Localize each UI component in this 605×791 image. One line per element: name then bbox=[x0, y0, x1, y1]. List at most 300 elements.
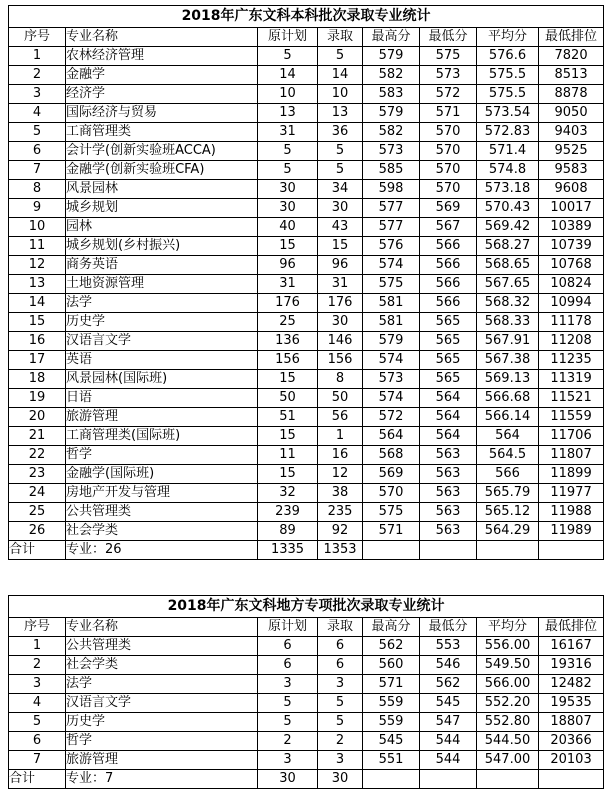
cell-avg-score: 567.65 bbox=[477, 275, 539, 294]
cell-index: 25 bbox=[9, 503, 66, 522]
cell-plan: 25 bbox=[258, 313, 318, 332]
cell-min-score: 570 bbox=[420, 123, 477, 142]
cell-max-score: 573 bbox=[363, 370, 420, 389]
cell-min-rank: 9608 bbox=[539, 180, 604, 199]
table-row bbox=[9, 694, 604, 713]
cell-min-rank: 11559 bbox=[539, 408, 604, 427]
cell-min-rank: 11319 bbox=[539, 370, 604, 389]
table-row bbox=[9, 332, 604, 351]
cell-min-score: 565 bbox=[420, 313, 477, 332]
cell-min-rank: 20103 bbox=[539, 751, 604, 770]
cell-max-score: 570 bbox=[363, 484, 420, 503]
cell-index: 22 bbox=[9, 446, 66, 465]
cell-index: 11 bbox=[9, 237, 66, 256]
table-title: 2018年广东文科地方专项批次录取专业统计 bbox=[9, 596, 604, 618]
cell-min-score: 562 bbox=[420, 675, 477, 694]
cell-index: 1 bbox=[9, 637, 66, 656]
cell-admitted: 96 bbox=[318, 256, 363, 275]
header-admitted: 录取 bbox=[318, 28, 363, 47]
cell-max-score: 579 bbox=[363, 104, 420, 123]
total-empty bbox=[477, 770, 539, 789]
total-plan: 1335 bbox=[258, 541, 318, 560]
total-empty bbox=[539, 770, 604, 789]
cell-index: 3 bbox=[9, 85, 66, 104]
cell-max-score: 576 bbox=[363, 237, 420, 256]
cell-admitted: 50 bbox=[318, 389, 363, 408]
cell-major: 英语 bbox=[66, 351, 258, 370]
header-index: 序号 bbox=[9, 28, 66, 47]
cell-admitted: 156 bbox=[318, 351, 363, 370]
cell-avg-score: 576.6 bbox=[477, 47, 539, 66]
cell-min-score: 565 bbox=[420, 332, 477, 351]
cell-min-rank: 10994 bbox=[539, 294, 604, 313]
cell-avg-score: 547.00 bbox=[477, 751, 539, 770]
cell-avg-score: 564 bbox=[477, 427, 539, 446]
cell-max-score: 574 bbox=[363, 256, 420, 275]
cell-major: 社会学类 bbox=[66, 522, 258, 541]
cell-plan: 13 bbox=[258, 104, 318, 123]
cell-min-rank: 9583 bbox=[539, 161, 604, 180]
cell-admitted: 43 bbox=[318, 218, 363, 237]
cell-major: 汉语言文学 bbox=[66, 694, 258, 713]
table-row bbox=[9, 180, 604, 199]
cell-avg-score: 567.38 bbox=[477, 351, 539, 370]
cell-major: 经济学 bbox=[66, 85, 258, 104]
header-plan: 原计划 bbox=[258, 28, 318, 47]
cell-min-rank: 19316 bbox=[539, 656, 604, 675]
cell-max-score: 562 bbox=[363, 637, 420, 656]
table-row bbox=[9, 66, 604, 85]
cell-major: 金融学(创新实验班CFA) bbox=[66, 161, 258, 180]
cell-major: 商务英语 bbox=[66, 256, 258, 275]
cell-avg-score: 565.79 bbox=[477, 484, 539, 503]
cell-plan: 2 bbox=[258, 732, 318, 751]
table-row bbox=[9, 427, 604, 446]
cell-index: 7 bbox=[9, 751, 66, 770]
cell-avg-score: 564.5 bbox=[477, 446, 539, 465]
cell-index: 2 bbox=[9, 66, 66, 85]
cell-admitted: 30 bbox=[318, 199, 363, 218]
cell-admitted: 6 bbox=[318, 656, 363, 675]
cell-max-score: 572 bbox=[363, 408, 420, 427]
cell-index: 16 bbox=[9, 332, 66, 351]
table-row bbox=[9, 275, 604, 294]
cell-admitted: 36 bbox=[318, 123, 363, 142]
cell-max-score: 571 bbox=[363, 522, 420, 541]
cell-plan: 89 bbox=[258, 522, 318, 541]
cell-index: 14 bbox=[9, 294, 66, 313]
cell-major: 城乡规划(乡村振兴) bbox=[66, 237, 258, 256]
cell-max-score: 583 bbox=[363, 85, 420, 104]
table-body bbox=[9, 637, 604, 770]
table-row bbox=[9, 237, 604, 256]
cell-avg-score: 573.18 bbox=[477, 180, 539, 199]
cell-min-score: 563 bbox=[420, 484, 477, 503]
cell-index: 5 bbox=[9, 123, 66, 142]
cell-min-score: 564 bbox=[420, 408, 477, 427]
cell-admitted: 6 bbox=[318, 637, 363, 656]
cell-min-score: 569 bbox=[420, 199, 477, 218]
cell-plan: 6 bbox=[258, 656, 318, 675]
cell-avg-score: 571.4 bbox=[477, 142, 539, 161]
cell-plan: 31 bbox=[258, 275, 318, 294]
total-empty bbox=[477, 541, 539, 560]
cell-admitted: 2 bbox=[318, 732, 363, 751]
cell-min-rank: 11989 bbox=[539, 522, 604, 541]
cell-index: 6 bbox=[9, 732, 66, 751]
cell-max-score: 560 bbox=[363, 656, 420, 675]
cell-min-score: 566 bbox=[420, 294, 477, 313]
cell-min-score: 573 bbox=[420, 66, 477, 85]
cell-major: 历史学 bbox=[66, 313, 258, 332]
table-head bbox=[9, 6, 604, 47]
cell-max-score: 579 bbox=[363, 47, 420, 66]
cell-max-score: 598 bbox=[363, 180, 420, 199]
cell-max-score: 564 bbox=[363, 427, 420, 446]
cell-min-rank: 20366 bbox=[539, 732, 604, 751]
cell-plan: 15 bbox=[258, 465, 318, 484]
table-row bbox=[9, 732, 604, 751]
table-row bbox=[9, 713, 604, 732]
total-label: 合计 bbox=[9, 770, 66, 789]
cell-max-score: 569 bbox=[363, 465, 420, 484]
cell-admitted: 1 bbox=[318, 427, 363, 446]
cell-min-score: 564 bbox=[420, 427, 477, 446]
cell-min-rank: 11899 bbox=[539, 465, 604, 484]
total-empty bbox=[363, 770, 420, 789]
cell-major: 风景园林(国际班) bbox=[66, 370, 258, 389]
total-row bbox=[9, 541, 604, 560]
total-plan: 30 bbox=[258, 770, 318, 789]
table-row bbox=[9, 465, 604, 484]
undergrad-admission-table bbox=[8, 5, 604, 560]
cell-min-rank: 8513 bbox=[539, 66, 604, 85]
cell-plan: 14 bbox=[258, 66, 318, 85]
cell-min-score: 570 bbox=[420, 180, 477, 199]
table-row bbox=[9, 656, 604, 675]
cell-major: 汉语言文学 bbox=[66, 332, 258, 351]
cell-plan: 136 bbox=[258, 332, 318, 351]
cell-index: 5 bbox=[9, 713, 66, 732]
cell-min-rank: 11178 bbox=[539, 313, 604, 332]
total-major-count: 专业：7 bbox=[66, 770, 258, 789]
total-empty bbox=[420, 541, 477, 560]
table-row bbox=[9, 370, 604, 389]
header-min-rank: 最低排位 bbox=[539, 618, 604, 637]
cell-min-rank: 11977 bbox=[539, 484, 604, 503]
table-row bbox=[9, 294, 604, 313]
header-min-score: 最低分 bbox=[420, 618, 477, 637]
cell-admitted: 5 bbox=[318, 161, 363, 180]
cell-major: 旅游管理 bbox=[66, 408, 258, 427]
header-row bbox=[9, 28, 604, 47]
cell-admitted: 5 bbox=[318, 142, 363, 161]
cell-admitted: 12 bbox=[318, 465, 363, 484]
cell-min-score: 572 bbox=[420, 85, 477, 104]
cell-plan: 5 bbox=[258, 47, 318, 66]
cell-index: 13 bbox=[9, 275, 66, 294]
cell-plan: 15 bbox=[258, 427, 318, 446]
header-max-score: 最高分 bbox=[363, 618, 420, 637]
cell-max-score: 582 bbox=[363, 123, 420, 142]
cell-index: 21 bbox=[9, 427, 66, 446]
cell-min-score: 546 bbox=[420, 656, 477, 675]
cell-avg-score: 568.32 bbox=[477, 294, 539, 313]
cell-major: 房地产开发与管理 bbox=[66, 484, 258, 503]
cell-avg-score: 544.50 bbox=[477, 732, 539, 751]
cell-plan: 50 bbox=[258, 389, 318, 408]
cell-min-rank: 11807 bbox=[539, 446, 604, 465]
cell-plan: 51 bbox=[258, 408, 318, 427]
cell-avg-score: 568.27 bbox=[477, 237, 539, 256]
total-major-count: 专业：26 bbox=[66, 541, 258, 560]
cell-min-rank: 10739 bbox=[539, 237, 604, 256]
cell-major: 历史学 bbox=[66, 713, 258, 732]
cell-index: 26 bbox=[9, 522, 66, 541]
total-admitted: 30 bbox=[318, 770, 363, 789]
cell-plan: 239 bbox=[258, 503, 318, 522]
cell-max-score: 577 bbox=[363, 218, 420, 237]
total-admitted: 1353 bbox=[318, 541, 363, 560]
cell-plan: 15 bbox=[258, 370, 318, 389]
header-avg-score: 平均分 bbox=[477, 28, 539, 47]
cell-min-rank: 11706 bbox=[539, 427, 604, 446]
cell-min-score: 544 bbox=[420, 751, 477, 770]
cell-min-score: 563 bbox=[420, 465, 477, 484]
cell-min-rank: 12482 bbox=[539, 675, 604, 694]
cell-min-rank: 9050 bbox=[539, 104, 604, 123]
table-title: 2018年广东文科本科批次录取专业统计 bbox=[9, 6, 604, 28]
cell-admitted: 3 bbox=[318, 675, 363, 694]
cell-min-rank: 10768 bbox=[539, 256, 604, 275]
cell-avg-score: 569.42 bbox=[477, 218, 539, 237]
cell-min-score: 570 bbox=[420, 161, 477, 180]
table-row bbox=[9, 389, 604, 408]
header-plan: 原计划 bbox=[258, 618, 318, 637]
cell-major: 金融学(国际班) bbox=[66, 465, 258, 484]
table-row bbox=[9, 408, 604, 427]
cell-major: 园林 bbox=[66, 218, 258, 237]
table-row bbox=[9, 351, 604, 370]
table-row bbox=[9, 142, 604, 161]
cell-avg-score: 552.20 bbox=[477, 694, 539, 713]
cell-min-score: 563 bbox=[420, 503, 477, 522]
cell-index: 4 bbox=[9, 694, 66, 713]
cell-admitted: 8 bbox=[318, 370, 363, 389]
table-row bbox=[9, 47, 604, 66]
cell-max-score: 581 bbox=[363, 294, 420, 313]
cell-min-score: 565 bbox=[420, 370, 477, 389]
header-min-score: 最低分 bbox=[420, 28, 477, 47]
cell-major: 旅游管理 bbox=[66, 751, 258, 770]
cell-admitted: 235 bbox=[318, 503, 363, 522]
cell-admitted: 31 bbox=[318, 275, 363, 294]
cell-max-score: 581 bbox=[363, 313, 420, 332]
cell-min-rank: 7820 bbox=[539, 47, 604, 66]
cell-plan: 6 bbox=[258, 637, 318, 656]
cell-index: 20 bbox=[9, 408, 66, 427]
cell-avg-score: 567.91 bbox=[477, 332, 539, 351]
cell-avg-score: 572.83 bbox=[477, 123, 539, 142]
cell-plan: 176 bbox=[258, 294, 318, 313]
cell-plan: 156 bbox=[258, 351, 318, 370]
cell-admitted: 34 bbox=[318, 180, 363, 199]
cell-major: 公共管理类 bbox=[66, 503, 258, 522]
header-major: 专业名称 bbox=[66, 28, 258, 47]
cell-avg-score: 568.65 bbox=[477, 256, 539, 275]
cell-admitted: 3 bbox=[318, 751, 363, 770]
cell-plan: 5 bbox=[258, 161, 318, 180]
cell-min-score: 571 bbox=[420, 104, 477, 123]
cell-admitted: 15 bbox=[318, 237, 363, 256]
table-row bbox=[9, 199, 604, 218]
cell-avg-score: 566.68 bbox=[477, 389, 539, 408]
table-foot bbox=[9, 541, 604, 560]
cell-min-score: 566 bbox=[420, 237, 477, 256]
cell-max-score: 559 bbox=[363, 713, 420, 732]
cell-min-score: 567 bbox=[420, 218, 477, 237]
cell-major: 城乡规划 bbox=[66, 199, 258, 218]
table-body bbox=[9, 47, 604, 541]
total-empty bbox=[363, 541, 420, 560]
cell-max-score: 574 bbox=[363, 389, 420, 408]
cell-major: 公共管理类 bbox=[66, 637, 258, 656]
table-row bbox=[9, 751, 604, 770]
cell-max-score: 568 bbox=[363, 446, 420, 465]
cell-max-score: 575 bbox=[363, 503, 420, 522]
cell-max-score: 579 bbox=[363, 332, 420, 351]
cell-plan: 10 bbox=[258, 85, 318, 104]
table-row bbox=[9, 256, 604, 275]
cell-avg-score: 549.50 bbox=[477, 656, 539, 675]
table-row bbox=[9, 85, 604, 104]
cell-index: 1 bbox=[9, 47, 66, 66]
cell-index: 2 bbox=[9, 656, 66, 675]
header-max-score: 最高分 bbox=[363, 28, 420, 47]
cell-admitted: 5 bbox=[318, 713, 363, 732]
cell-index: 4 bbox=[9, 104, 66, 123]
cell-plan: 3 bbox=[258, 751, 318, 770]
cell-index: 3 bbox=[9, 675, 66, 694]
cell-min-rank: 11521 bbox=[539, 389, 604, 408]
local-special-admission-table bbox=[8, 595, 604, 789]
title-row bbox=[9, 596, 604, 618]
cell-major: 哲学 bbox=[66, 446, 258, 465]
cell-index: 9 bbox=[9, 199, 66, 218]
cell-min-rank: 10389 bbox=[539, 218, 604, 237]
cell-major: 金融学 bbox=[66, 66, 258, 85]
cell-min-score: 563 bbox=[420, 446, 477, 465]
total-row bbox=[9, 770, 604, 789]
cell-index: 10 bbox=[9, 218, 66, 237]
cell-min-score: 545 bbox=[420, 694, 477, 713]
cell-min-rank: 9403 bbox=[539, 123, 604, 142]
cell-major: 哲学 bbox=[66, 732, 258, 751]
cell-plan: 31 bbox=[258, 123, 318, 142]
table-row bbox=[9, 637, 604, 656]
cell-major: 工商管理类(国际班) bbox=[66, 427, 258, 446]
table-row bbox=[9, 484, 604, 503]
cell-admitted: 13 bbox=[318, 104, 363, 123]
table-row bbox=[9, 446, 604, 465]
cell-max-score: 577 bbox=[363, 199, 420, 218]
cell-plan: 15 bbox=[258, 237, 318, 256]
table-row bbox=[9, 123, 604, 142]
cell-plan: 5 bbox=[258, 713, 318, 732]
cell-major: 农林经济管理 bbox=[66, 47, 258, 66]
cell-major: 日语 bbox=[66, 389, 258, 408]
cell-major: 法学 bbox=[66, 294, 258, 313]
cell-admitted: 30 bbox=[318, 313, 363, 332]
cell-plan: 32 bbox=[258, 484, 318, 503]
cell-avg-score: 569.13 bbox=[477, 370, 539, 389]
cell-min-score: 547 bbox=[420, 713, 477, 732]
cell-plan: 40 bbox=[258, 218, 318, 237]
title-row bbox=[9, 6, 604, 28]
cell-admitted: 56 bbox=[318, 408, 363, 427]
cell-admitted: 14 bbox=[318, 66, 363, 85]
cell-min-rank: 8878 bbox=[539, 85, 604, 104]
cell-major: 风景园林 bbox=[66, 180, 258, 199]
cell-avg-score: 568.33 bbox=[477, 313, 539, 332]
cell-max-score: 574 bbox=[363, 351, 420, 370]
cell-avg-score: 566.00 bbox=[477, 675, 539, 694]
cell-plan: 30 bbox=[258, 199, 318, 218]
cell-max-score: 571 bbox=[363, 675, 420, 694]
cell-index: 24 bbox=[9, 484, 66, 503]
cell-index: 12 bbox=[9, 256, 66, 275]
cell-min-rank: 11988 bbox=[539, 503, 604, 522]
cell-admitted: 146 bbox=[318, 332, 363, 351]
table-foot bbox=[9, 770, 604, 789]
cell-index: 19 bbox=[9, 389, 66, 408]
cell-admitted: 5 bbox=[318, 694, 363, 713]
cell-min-score: 566 bbox=[420, 275, 477, 294]
cell-plan: 3 bbox=[258, 675, 318, 694]
cell-major: 社会学类 bbox=[66, 656, 258, 675]
cell-min-score: 570 bbox=[420, 142, 477, 161]
cell-avg-score: 566.14 bbox=[477, 408, 539, 427]
cell-index: 17 bbox=[9, 351, 66, 370]
cell-admitted: 5 bbox=[318, 47, 363, 66]
cell-index: 23 bbox=[9, 465, 66, 484]
cell-max-score: 575 bbox=[363, 275, 420, 294]
table-row bbox=[9, 503, 604, 522]
cell-plan: 11 bbox=[258, 446, 318, 465]
cell-avg-score: 565.12 bbox=[477, 503, 539, 522]
cell-index: 18 bbox=[9, 370, 66, 389]
cell-min-score: 544 bbox=[420, 732, 477, 751]
cell-avg-score: 556.00 bbox=[477, 637, 539, 656]
cell-max-score: 573 bbox=[363, 142, 420, 161]
header-index: 序号 bbox=[9, 618, 66, 637]
cell-min-rank: 19535 bbox=[539, 694, 604, 713]
cell-admitted: 38 bbox=[318, 484, 363, 503]
total-empty bbox=[420, 770, 477, 789]
table-row bbox=[9, 522, 604, 541]
cell-avg-score: 573.54 bbox=[477, 104, 539, 123]
cell-min-score: 564 bbox=[420, 389, 477, 408]
cell-avg-score: 575.5 bbox=[477, 66, 539, 85]
cell-min-score: 565 bbox=[420, 351, 477, 370]
cell-plan: 5 bbox=[258, 694, 318, 713]
table-row bbox=[9, 313, 604, 332]
cell-min-score: 553 bbox=[420, 637, 477, 656]
total-empty bbox=[539, 541, 604, 560]
cell-avg-score: 564.29 bbox=[477, 522, 539, 541]
header-major: 专业名称 bbox=[66, 618, 258, 637]
cell-avg-score: 552.80 bbox=[477, 713, 539, 732]
